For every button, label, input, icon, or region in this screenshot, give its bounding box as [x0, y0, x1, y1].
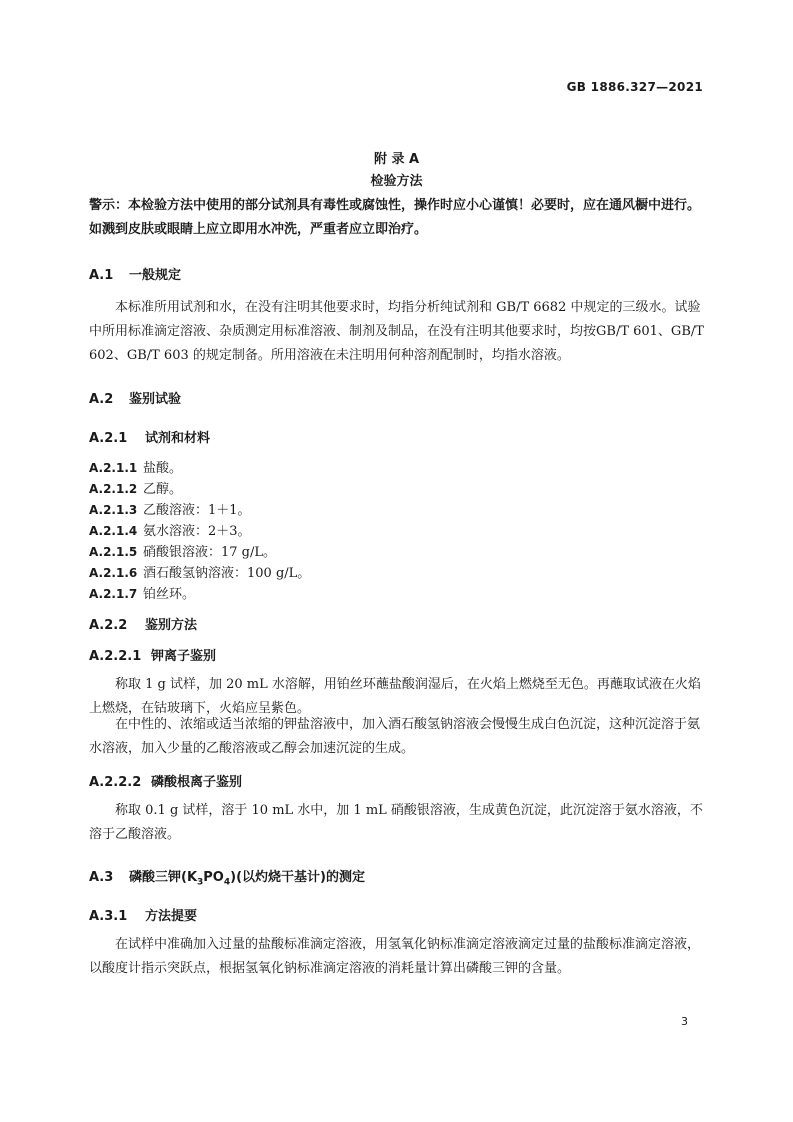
section-title-part: PO: [203, 870, 224, 885]
section-number: A.1: [89, 268, 114, 283]
section-title-part: )(以灼烧干基计)的测定: [230, 870, 365, 885]
section-title: 钾离子鉴别: [151, 649, 217, 664]
list-item: [89, 499, 251, 518]
subscript: 4: [223, 877, 231, 888]
item-number: A.2.1.5: [89, 545, 138, 559]
section-number: A.3.1: [89, 909, 128, 924]
section-number: A.2.1: [89, 431, 128, 446]
section-title: 一般规定: [129, 268, 182, 283]
item-text: 铂丝环。: [143, 587, 196, 602]
item-number: A.2.1.6: [89, 566, 138, 580]
section-a222-heading: [89, 771, 242, 790]
item-text: 氨水溶液：2＋3。: [143, 524, 251, 539]
item-number: A.2.1.3: [89, 503, 138, 517]
item-text: 乙酸溶液：1＋1。: [143, 503, 251, 518]
section-number: A.2.2.1: [89, 649, 142, 664]
list-item: [89, 520, 251, 539]
section-number: A.2.2: [89, 618, 128, 633]
section-number: A.3: [89, 870, 114, 885]
section-a1-heading: [89, 264, 181, 283]
paragraph: 在试样中准确加入过量的盐酸标准滴定溶液，用氢氧化钠标准滴定溶液滴定过量的盐酸标准滴定溶液，以酸度计指示突跃点，根据氢氧化钠标准滴定溶液的消耗量计算出磷酸三钾的含量。: [89, 937, 701, 976]
section-title: 鉴别方法: [145, 618, 198, 633]
list-item: [89, 478, 182, 497]
section-title: 磷酸根离子鉴别: [151, 775, 243, 790]
paragraph: 在中性的、浓缩或适当浓缩的钾盐溶液中，加入酒石酸氢钠溶液会慢慢生成白色沉淀，这种沉淀溶于氨水溶液，加入少量的乙酸溶液或乙醇会加速沉淀的生成。: [89, 717, 701, 756]
section-a21-heading: [89, 427, 210, 446]
appendix-label: 附 录 A: [373, 152, 420, 167]
list-item: [89, 457, 182, 476]
paragraph: 称取 1 g 试样，加 20 mL 水溶解，用铂丝环蘸盐酸润湿后，在火焰上燃烧至无色。再蘸取试液在火焰上燃烧，在钴玻璃下，火焰应呈紫色。: [89, 677, 701, 716]
item-number: A.2.1.2: [89, 482, 138, 496]
section-title: 鉴别试验: [129, 392, 182, 407]
item-text: 硝酸银溶液：17 g/L。: [143, 545, 277, 560]
warning-text: 警示：本检验方法中使用的部分试剂具有毒性或腐蚀性，操作时应小心谨慎！必要时，应在通风橱中进行。如溅到皮肤或眼睛上应立即用水冲洗，严重者应立即治疗。: [89, 198, 701, 237]
item-number: A.2.1.4: [89, 524, 138, 538]
item-text: 乙醇。: [143, 482, 183, 497]
paragraph: 称取 0.1 g 试样，溶于 10 mL 水中，加 1 mL 硝酸银溶液，生成黄色沉淀，此沉淀溶于氨水溶液，不溶于乙酸溶液。: [89, 803, 703, 842]
section-title-part: 磷酸三钾(K: [129, 870, 198, 885]
section-a22-heading: [89, 614, 197, 633]
list-item: [89, 541, 276, 560]
list-item: [89, 562, 310, 581]
standard-number: GB 1886.327—2021: [566, 80, 703, 94]
section-a2-heading: [89, 388, 181, 407]
section-a1-text: 本标准所用试剂和水，在没有注明其他要求时，均指分析纯试剂和 GB/T 6682 中规定的三级水。试验中所用标准滴定溶液、杂质测定用标准溶液、制剂及制品，在没有注明其他要求时，均按GB/T 601、GB/T 602、GB/T 603 的规定制备。所用溶液在未注明用何种溶剂配制时，均指水溶液。: [89, 300, 704, 363]
item-number: A.2.1.7: [89, 587, 138, 601]
section-number: A.2: [89, 392, 114, 407]
section-a31-heading: [89, 905, 197, 924]
item-number: A.2.1.1: [89, 461, 138, 475]
item-text: 酒石酸氢钠溶液：100 g/L。: [143, 566, 311, 581]
section-title: 方法提要: [145, 909, 198, 924]
page-number: 3: [681, 1015, 688, 1028]
section-a221-heading: [89, 645, 216, 664]
section-a3-heading: [89, 866, 365, 888]
appendix-title: 检验方法: [370, 174, 423, 189]
subscript: 3: [197, 877, 204, 888]
list-item: [89, 583, 195, 602]
section-number: A.2.2.2: [89, 775, 142, 790]
item-text: 盐酸。: [143, 461, 183, 476]
section-title: 试剂和材料: [145, 431, 211, 446]
